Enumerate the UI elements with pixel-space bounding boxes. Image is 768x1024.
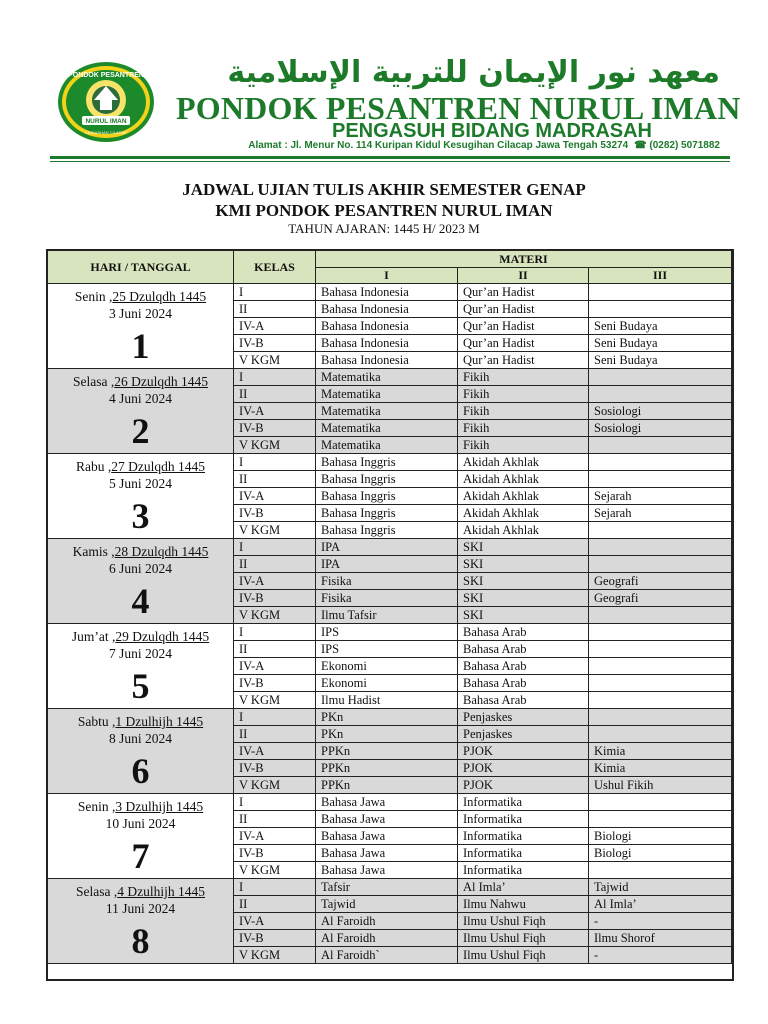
- materi-cell: Penjaskes: [458, 709, 589, 726]
- day-name: Sabtu ,: [77, 714, 116, 729]
- hijri-date: 27 Dzulqdh 1445: [111, 459, 205, 474]
- document-title: JADWAL UJIAN TULIS AKHIR SEMESTER GENAP: [182, 180, 586, 199]
- materi-cell: Sejarah: [589, 488, 732, 505]
- org-subtitle: PENGASUH BIDANG MADRASAH: [331, 120, 652, 142]
- hijri-date: 4 Dzulhijh 1445: [117, 884, 205, 899]
- materi-cell: Matematika: [316, 369, 458, 386]
- materi-cell: Ilmu Ushul Fiqh: [458, 913, 589, 930]
- day-number: 4: [131, 581, 150, 621]
- materi-cell: Qur’an Hadist: [458, 335, 589, 352]
- kelas-cell: V KGM: [234, 522, 316, 539]
- materi-cell: Qur’an Hadist: [458, 352, 589, 369]
- day-line: [48, 798, 233, 815]
- kelas-cell: V KGM: [234, 692, 316, 709]
- org-name: PONDOK PESANTREN NURUL IMAN: [176, 90, 741, 126]
- kelas-cell: II: [234, 811, 316, 828]
- materi-cell: Ilmu Tafsir: [316, 607, 458, 624]
- day-number: 1: [131, 326, 150, 366]
- materi-cell: Ushul Fikih: [589, 777, 732, 794]
- materi-cell: PKn: [316, 726, 458, 743]
- materi-cell: Al Imla’: [589, 896, 732, 913]
- kelas-cell: IV-B: [234, 505, 316, 522]
- materi-cell: Bahasa Inggris: [316, 522, 458, 539]
- materi-cell: Informatika: [458, 862, 589, 879]
- kelas-cell: I: [234, 454, 316, 471]
- day-name: Selasa ,: [76, 884, 118, 899]
- day-date-cell: [48, 709, 234, 794]
- kelas-cell: IV-B: [234, 845, 316, 862]
- materi-cell: Bahasa Arab: [458, 675, 589, 692]
- hijri-date: 26 Dzulqdh 1445: [114, 374, 208, 389]
- day-block: [48, 284, 732, 369]
- day-number: 6: [131, 751, 150, 791]
- materi-cell: [589, 301, 732, 318]
- materi-cell: Geografi: [589, 573, 732, 590]
- materi-cell: Fikih: [458, 369, 589, 386]
- materi-cell: Bahasa Jawa: [316, 794, 458, 811]
- materi-cell: Akidah Akhlak: [458, 471, 589, 488]
- gregorian-date: 6 Juni 2024: [108, 561, 172, 576]
- materi-cell: Al Imla’: [458, 879, 589, 896]
- materi-cell: [589, 607, 732, 624]
- day-name: Selasa ,: [73, 374, 115, 389]
- materi-cell: Bahasa Arab: [458, 658, 589, 675]
- materi-cell: Qur’an Hadist: [458, 301, 589, 318]
- materi-cell: [589, 811, 732, 828]
- day-date-cell: [48, 284, 234, 369]
- logo-top-text: PONDOK PESANTREN: [68, 72, 144, 79]
- materi-cell: [589, 726, 732, 743]
- materi-cell: [589, 641, 732, 658]
- kelas-cell: II: [234, 896, 316, 913]
- kelas-cell: I: [234, 879, 316, 896]
- table-row: [48, 284, 732, 301]
- table-row: [48, 369, 732, 386]
- materi-cell: -: [589, 913, 732, 930]
- kelas-cell: IV-A: [234, 913, 316, 930]
- table-row: [48, 879, 732, 896]
- day-number: 5: [131, 666, 150, 706]
- materi-cell: [589, 862, 732, 879]
- kelas-cell: IV-A: [234, 743, 316, 760]
- day-line: [48, 543, 233, 560]
- materi-cell: Seni Budaya: [589, 335, 732, 352]
- header-materi-2: II: [458, 268, 589, 284]
- kelas-cell: II: [234, 556, 316, 573]
- kelas-cell: I: [234, 794, 316, 811]
- kelas-cell: IV-A: [234, 658, 316, 675]
- materi-cell: Akidah Akhlak: [458, 488, 589, 505]
- kelas-cell: V KGM: [234, 777, 316, 794]
- header-day: HARI / TANGGAL: [48, 251, 234, 284]
- materi-cell: PPKn: [316, 743, 458, 760]
- kelas-cell: IV-B: [234, 930, 316, 947]
- pesantren-logo: [56, 60, 156, 144]
- table-row: [48, 709, 732, 726]
- materi-cell: PJOK: [458, 777, 589, 794]
- hijri-date: 1 Dzulhijh 1445: [115, 714, 204, 729]
- materi-cell: [589, 624, 732, 641]
- materi-cell: IPS: [316, 624, 458, 641]
- materi-cell: Bahasa Jawa: [316, 811, 458, 828]
- gregorian-date: 5 Juni 2024: [108, 476, 172, 491]
- academic-year: TAHUN AJARAN: 1445 H/ 2023 M: [288, 221, 480, 236]
- materi-cell: IPA: [316, 539, 458, 556]
- materi-cell: Fisika: [316, 573, 458, 590]
- table-row: [48, 539, 732, 556]
- materi-cell: Bahasa Indonesia: [316, 318, 458, 335]
- materi-cell: PJOK: [458, 743, 589, 760]
- day-block: [48, 454, 732, 539]
- materi-cell: Bahasa Arab: [458, 624, 589, 641]
- day-block: [48, 794, 732, 879]
- kelas-cell: V KGM: [234, 437, 316, 454]
- kelas-cell: I: [234, 369, 316, 386]
- day-date-cell: [48, 879, 234, 964]
- materi-cell: Bahasa Arab: [458, 692, 589, 709]
- materi-cell: SKI: [458, 556, 589, 573]
- gregorian-date: 10 Juni 2024: [105, 816, 176, 831]
- materi-cell: Fikih: [458, 437, 589, 454]
- gregorian-date: 8 Juni 2024: [108, 731, 172, 746]
- materi-cell: Biologi: [589, 828, 732, 845]
- materi-cell: -: [589, 947, 732, 964]
- materi-cell: Akidah Akhlak: [458, 505, 589, 522]
- kelas-cell: V KGM: [234, 607, 316, 624]
- materi-cell: Ekonomi: [316, 675, 458, 692]
- materi-cell: [589, 471, 732, 488]
- materi-cell: Bahasa Arab: [458, 641, 589, 658]
- materi-cell: Ilmu Ushul Fiqh: [458, 930, 589, 947]
- kelas-cell: V KGM: [234, 352, 316, 369]
- materi-cell: PJOK: [458, 760, 589, 777]
- day-date-cell: [48, 624, 234, 709]
- day-date-cell: [48, 539, 234, 624]
- materi-cell: Matematika: [316, 420, 458, 437]
- kelas-cell: IV-B: [234, 335, 316, 352]
- materi-cell: Seni Budaya: [589, 318, 732, 335]
- materi-cell: Informatika: [458, 828, 589, 845]
- materi-cell: Bahasa Indonesia: [316, 284, 458, 301]
- materi-cell: [589, 539, 732, 556]
- table-row: [48, 794, 732, 811]
- day-block: [48, 879, 732, 964]
- materi-cell: IPS: [316, 641, 458, 658]
- exam-schedule-table: [47, 250, 732, 964]
- materi-cell: [589, 556, 732, 573]
- materi-cell: Ekonomi: [316, 658, 458, 675]
- kelas-cell: IV-A: [234, 318, 316, 335]
- header-kelas: KELAS: [234, 251, 316, 284]
- day-number: 7: [131, 836, 150, 876]
- materi-cell: Seni Budaya: [589, 352, 732, 369]
- kelas-cell: II: [234, 471, 316, 488]
- day-line: [48, 458, 233, 475]
- materi-cell: Informatika: [458, 811, 589, 828]
- kelas-cell: V KGM: [234, 862, 316, 879]
- day-line: [48, 628, 233, 645]
- materi-cell: Al Faroidh`: [316, 947, 458, 964]
- materi-cell: [589, 709, 732, 726]
- materi-cell: Bahasa Indonesia: [316, 352, 458, 369]
- kelas-cell: I: [234, 709, 316, 726]
- materi-cell: Bahasa Indonesia: [316, 301, 458, 318]
- materi-cell: Informatika: [458, 794, 589, 811]
- materi-cell: Kimia: [589, 760, 732, 777]
- materi-cell: [589, 437, 732, 454]
- materi-cell: Bahasa Jawa: [316, 845, 458, 862]
- materi-cell: Informatika: [458, 845, 589, 862]
- materi-cell: PPKn: [316, 777, 458, 794]
- kelas-cell: IV-A: [234, 573, 316, 590]
- kelas-cell: IV-B: [234, 675, 316, 692]
- materi-cell: Ilmu Nahwu: [458, 896, 589, 913]
- materi-cell: PPKn: [316, 760, 458, 777]
- materi-cell: Tajwid: [316, 896, 458, 913]
- arabic-institution-name: معهد نور الإيمان للتربية الإسلامية: [227, 55, 720, 90]
- materi-cell: Al Faroidh: [316, 913, 458, 930]
- kelas-cell: IV-A: [234, 403, 316, 420]
- header-materi-3: III: [589, 268, 732, 284]
- materi-cell: SKI: [458, 607, 589, 624]
- day-date-cell: [48, 454, 234, 539]
- kelas-cell: IV-A: [234, 488, 316, 505]
- materi-cell: Sosiologi: [589, 403, 732, 420]
- kelas-cell: II: [234, 726, 316, 743]
- day-number: 8: [131, 921, 150, 961]
- kelas-cell: I: [234, 624, 316, 641]
- gregorian-date: 11 Juni 2024: [105, 901, 176, 916]
- day-line: [48, 288, 233, 305]
- materi-cell: Bahasa Inggris: [316, 471, 458, 488]
- kelas-cell: II: [234, 641, 316, 658]
- materi-cell: Fisika: [316, 590, 458, 607]
- address-text: Alamat : Jl. Menur No. 114 Kuripan Kidul Kesugihan Cilacap Jawa Tengah 53274: [248, 140, 629, 151]
- materi-cell: [589, 284, 732, 301]
- day-name: Senin ,: [74, 289, 113, 304]
- materi-cell: Geografi: [589, 590, 732, 607]
- gregorian-date: 4 Juni 2024: [108, 391, 172, 406]
- header-rule-thin: [50, 161, 730, 162]
- day-date-cell: [48, 794, 234, 879]
- materi-cell: Bahasa Jawa: [316, 862, 458, 879]
- day-block: [48, 369, 732, 454]
- materi-cell: Ilmu Hadist: [316, 692, 458, 709]
- materi-cell: [589, 454, 732, 471]
- hijri-date: 29 Dzulqdh 1445: [115, 629, 210, 644]
- hijri-date: 3 Dzulhijh 1445: [115, 799, 204, 814]
- materi-cell: Bahasa Inggris: [316, 488, 458, 505]
- day-block: [48, 539, 732, 624]
- kelas-cell: IV-B: [234, 420, 316, 437]
- gregorian-date: 7 Juni 2024: [108, 646, 172, 661]
- logo-ribbon-text: NURUL IMAN: [85, 118, 127, 125]
- materi-cell: Bahasa Jawa: [316, 828, 458, 845]
- kelas-cell: I: [234, 539, 316, 556]
- header-materi-1: I: [316, 268, 458, 284]
- materi-cell: SKI: [458, 573, 589, 590]
- kelas-cell: V KGM: [234, 947, 316, 964]
- materi-cell: Ilmu Ushul Fiqh: [458, 947, 589, 964]
- kelas-cell: I: [234, 284, 316, 301]
- day-block: [48, 709, 732, 794]
- address-line: [200, 140, 720, 151]
- kelas-cell: II: [234, 301, 316, 318]
- materi-cell: [589, 658, 732, 675]
- materi-cell: Kimia: [589, 743, 732, 760]
- materi-cell: Ilmu Shorof: [589, 930, 732, 947]
- materi-cell: [589, 522, 732, 539]
- hijri-date: 28 Dzulqdh 1445: [114, 544, 209, 559]
- day-block: [48, 624, 732, 709]
- materi-cell: Matematika: [316, 437, 458, 454]
- day-line: [48, 883, 233, 900]
- table-row: [48, 454, 732, 471]
- materi-cell: [589, 369, 732, 386]
- materi-cell: Tafsir: [316, 879, 458, 896]
- day-name: Senin ,: [77, 799, 116, 814]
- materi-cell: Fikih: [458, 386, 589, 403]
- materi-cell: IPA: [316, 556, 458, 573]
- kelas-cell: IV-A: [234, 828, 316, 845]
- materi-cell: Al Faroidh: [316, 930, 458, 947]
- materi-cell: Bahasa Inggris: [316, 505, 458, 522]
- gregorian-date: 3 Juni 2024: [108, 306, 172, 321]
- hijri-date: 25 Dzulqdh 1445: [112, 289, 207, 304]
- materi-cell: [589, 386, 732, 403]
- materi-cell: Akidah Akhlak: [458, 454, 589, 471]
- materi-cell: Matematika: [316, 403, 458, 420]
- materi-cell: Bahasa Inggris: [316, 454, 458, 471]
- materi-cell: Qur’an Hadist: [458, 318, 589, 335]
- materi-cell: Sejarah: [589, 505, 732, 522]
- header-materi: MATERI: [316, 251, 732, 268]
- kelas-cell: IV-B: [234, 590, 316, 607]
- kelas-cell: IV-B: [234, 760, 316, 777]
- day-name: Kamis ,: [72, 544, 115, 559]
- phone-text: ☎ (0282) 5071882: [634, 140, 720, 151]
- day-line: [48, 713, 233, 730]
- materi-cell: SKI: [458, 539, 589, 556]
- materi-cell: [589, 692, 732, 709]
- table-row: [48, 624, 732, 641]
- materi-cell: SKI: [458, 590, 589, 607]
- materi-cell: Biologi: [589, 845, 732, 862]
- day-name: Rabu ,: [76, 459, 112, 474]
- materi-cell: PKn: [316, 709, 458, 726]
- header-rule-thick: [50, 156, 730, 159]
- materi-cell: Tajwid: [589, 879, 732, 896]
- materi-cell: Qur’an Hadist: [458, 284, 589, 301]
- materi-cell: Sosiologi: [589, 420, 732, 437]
- kelas-cell: II: [234, 386, 316, 403]
- day-line: [48, 373, 233, 390]
- materi-cell: [589, 794, 732, 811]
- materi-cell: Matematika: [316, 386, 458, 403]
- day-name: Jum’at ,: [71, 629, 116, 644]
- day-date-cell: [48, 369, 234, 454]
- materi-cell: Fikih: [458, 403, 589, 420]
- document-subtitle: KMI PONDOK PESANTREN NURUL IMAN: [215, 201, 553, 220]
- day-number: 3: [131, 496, 150, 536]
- materi-cell: Penjaskes: [458, 726, 589, 743]
- materi-cell: [589, 675, 732, 692]
- day-number: 2: [131, 411, 150, 451]
- materi-cell: Fikih: [458, 420, 589, 437]
- materi-cell: Bahasa Indonesia: [316, 335, 458, 352]
- materi-cell: Akidah Akhlak: [458, 522, 589, 539]
- logo-bottom-text: KESUGIHAN CILACAP: [85, 130, 127, 135]
